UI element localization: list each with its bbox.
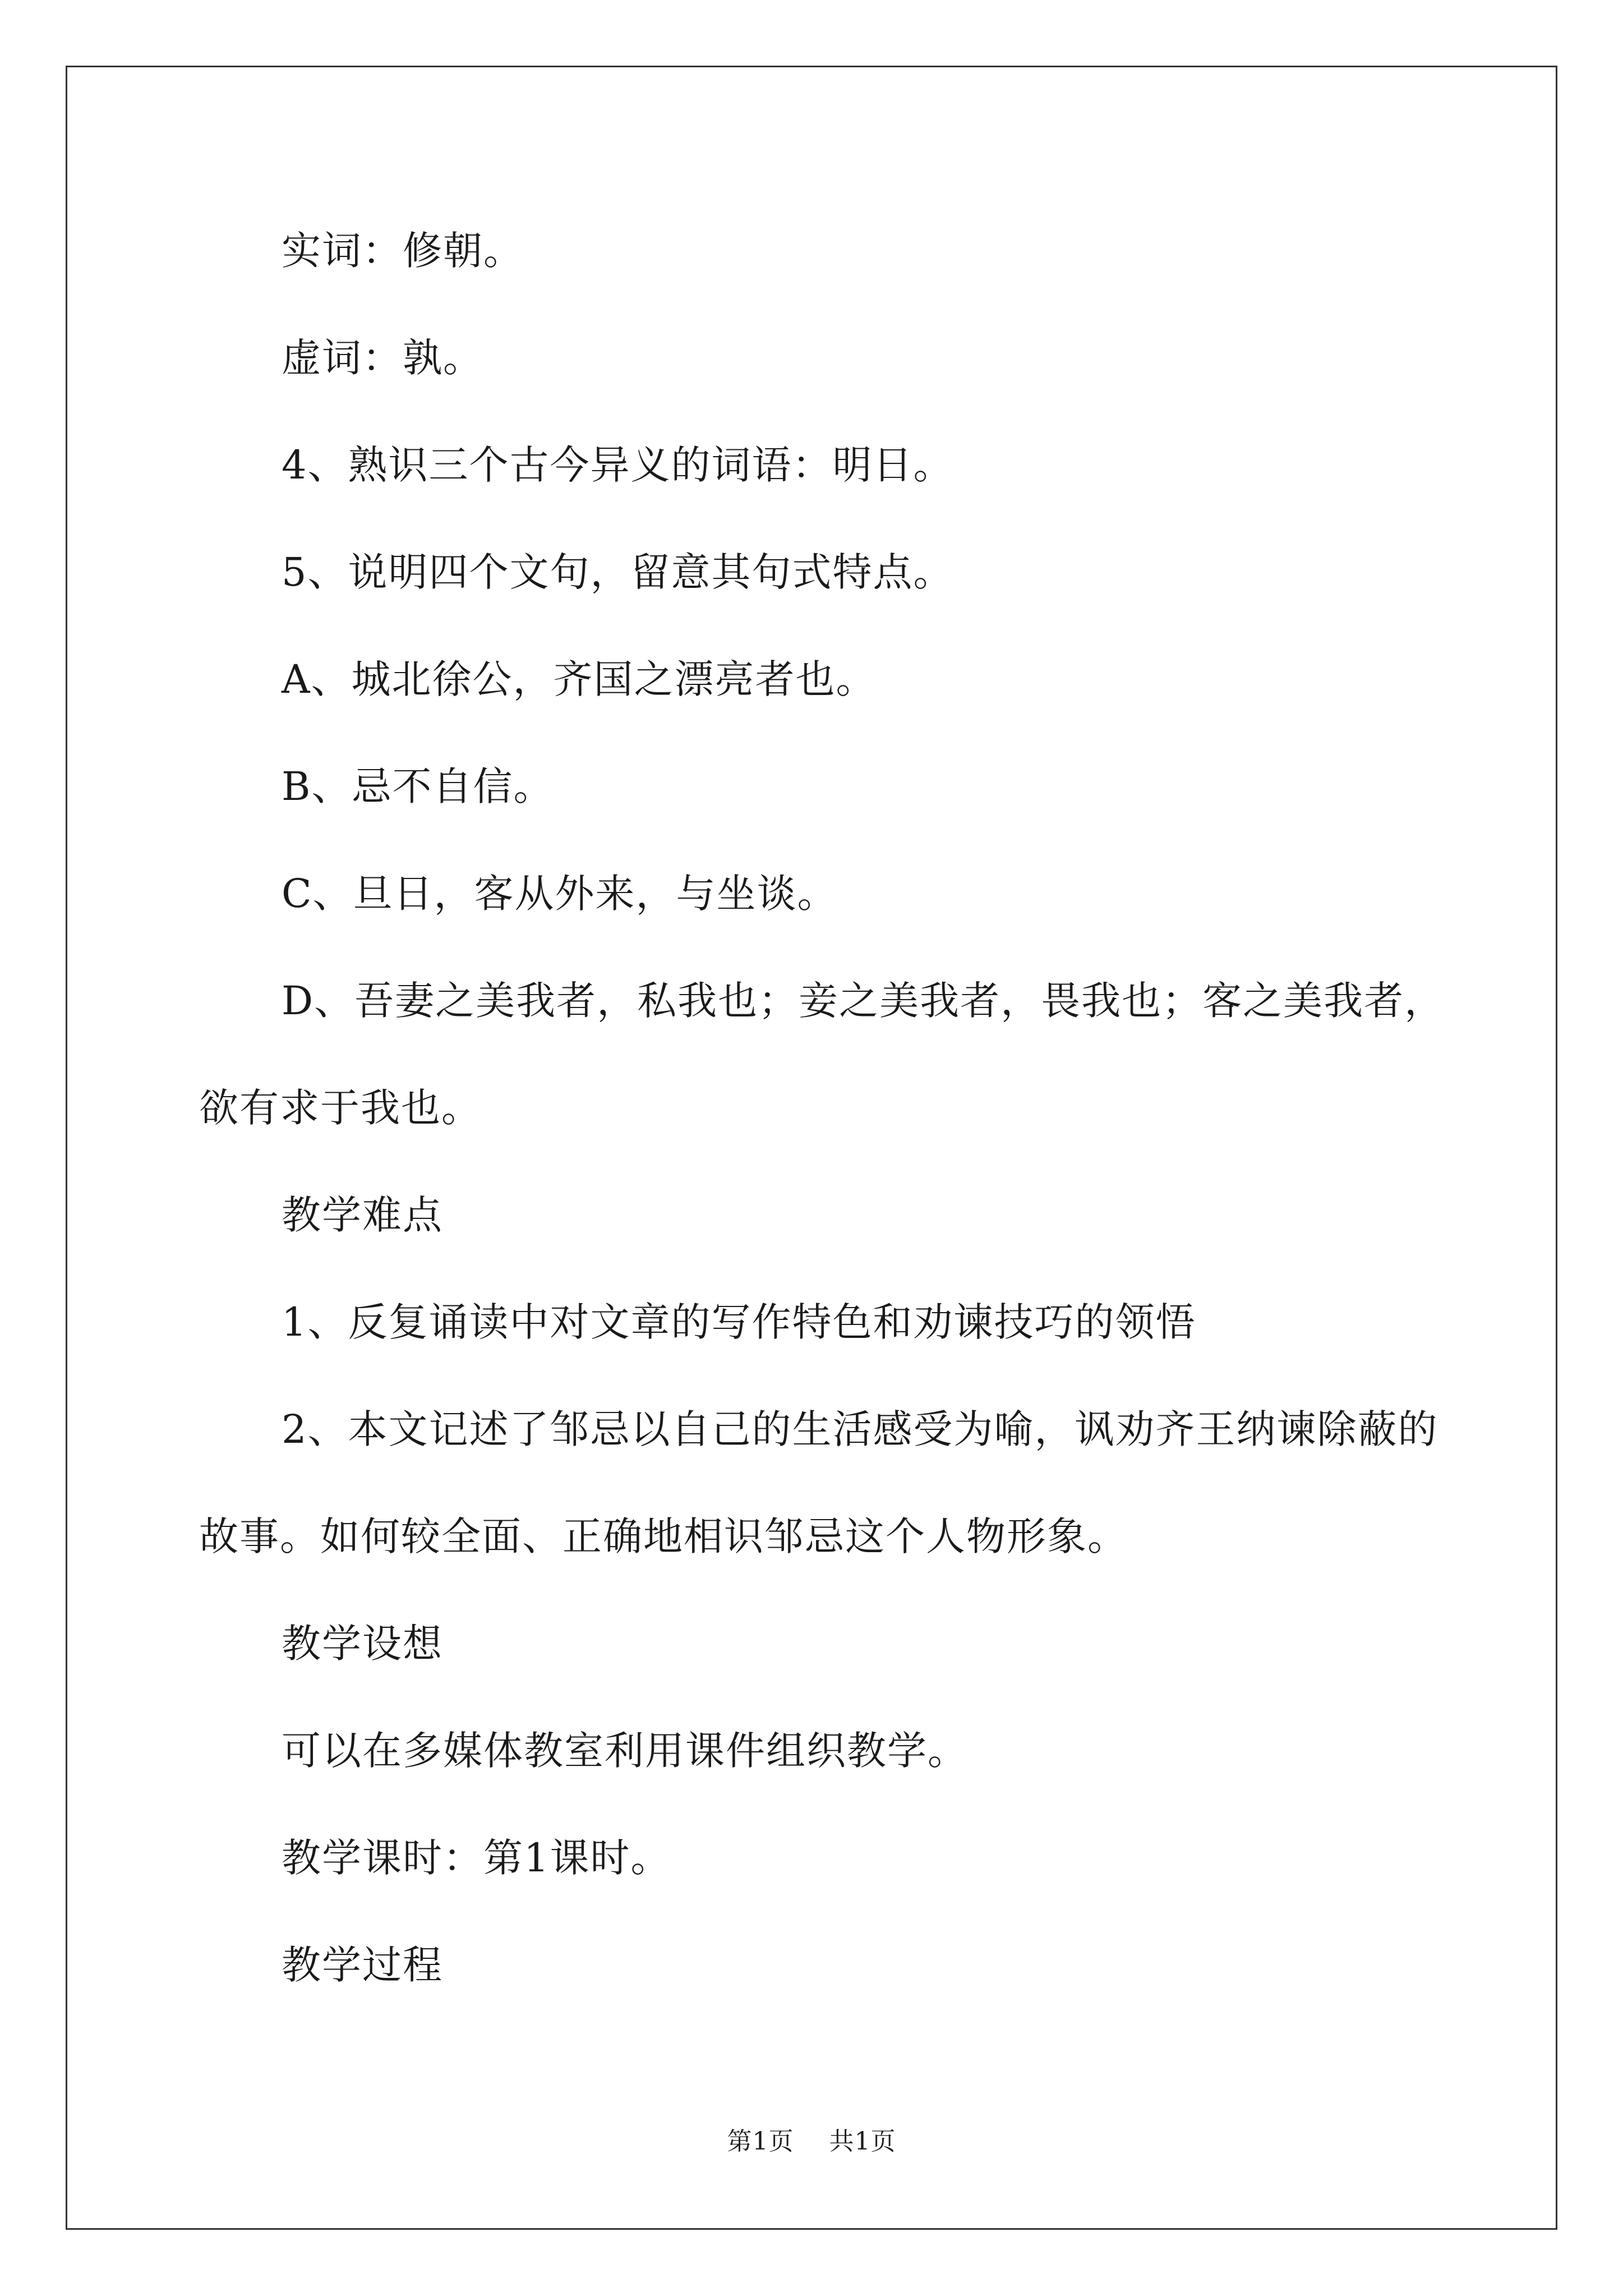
text-line-item-5: 5、说明四个文句，留意其句式特点。 bbox=[282, 549, 954, 595]
text-line-item-c: C、旦日，客从外来，与坐谈。 bbox=[282, 871, 838, 917]
text-line-function-words: 虚词：孰。 bbox=[282, 335, 483, 381]
page-total: 共1页 bbox=[829, 2127, 896, 2156]
text-line-item-d: D、吾妻之美我者，私我也；妾之美我者，畏我也；客之美我者， bbox=[282, 978, 1445, 1024]
text-line-difficulty-2: 2、本文记述了邹忌以自己的生活感受为喻，讽劝齐王纳谏除蔽的 bbox=[282, 1406, 1438, 1452]
heading-teaching-plan: 教学设想 bbox=[282, 1621, 443, 1667]
heading-teaching-difficulty: 教学难点 bbox=[282, 1192, 443, 1238]
page-footer bbox=[0, 2129, 1623, 2154]
text-line-content-words: 实词：修朝。 bbox=[282, 228, 524, 274]
text-line-item-d-cont: 欲有求于我也。 bbox=[199, 1085, 482, 1131]
text-line-difficulty-1: 1、反复诵读中对文章的写作特色和劝谏技巧的领悟 bbox=[282, 1299, 1196, 1345]
text-line-difficulty-2-cont: 故事。如何较全面、正确地相识邹忌这个人物形象。 bbox=[199, 1513, 1128, 1559]
heading-teaching-process: 教学过程 bbox=[282, 1942, 443, 1988]
text-line-class-hours: 教学课时：第1课时。 bbox=[282, 1835, 671, 1881]
page-number: 第1页 bbox=[727, 2127, 794, 2156]
page-frame bbox=[66, 66, 1557, 2230]
text-line-plan: 可以在多媒体教室利用课件组织教学。 bbox=[282, 1728, 968, 1774]
text-line-item-4: 4、熟识三个古今异义的词语：明日。 bbox=[282, 442, 954, 488]
text-line-item-b: B、忌不自信。 bbox=[282, 763, 554, 809]
text-line-item-a: A、城北徐公，齐国之漂亮者也。 bbox=[282, 656, 877, 702]
